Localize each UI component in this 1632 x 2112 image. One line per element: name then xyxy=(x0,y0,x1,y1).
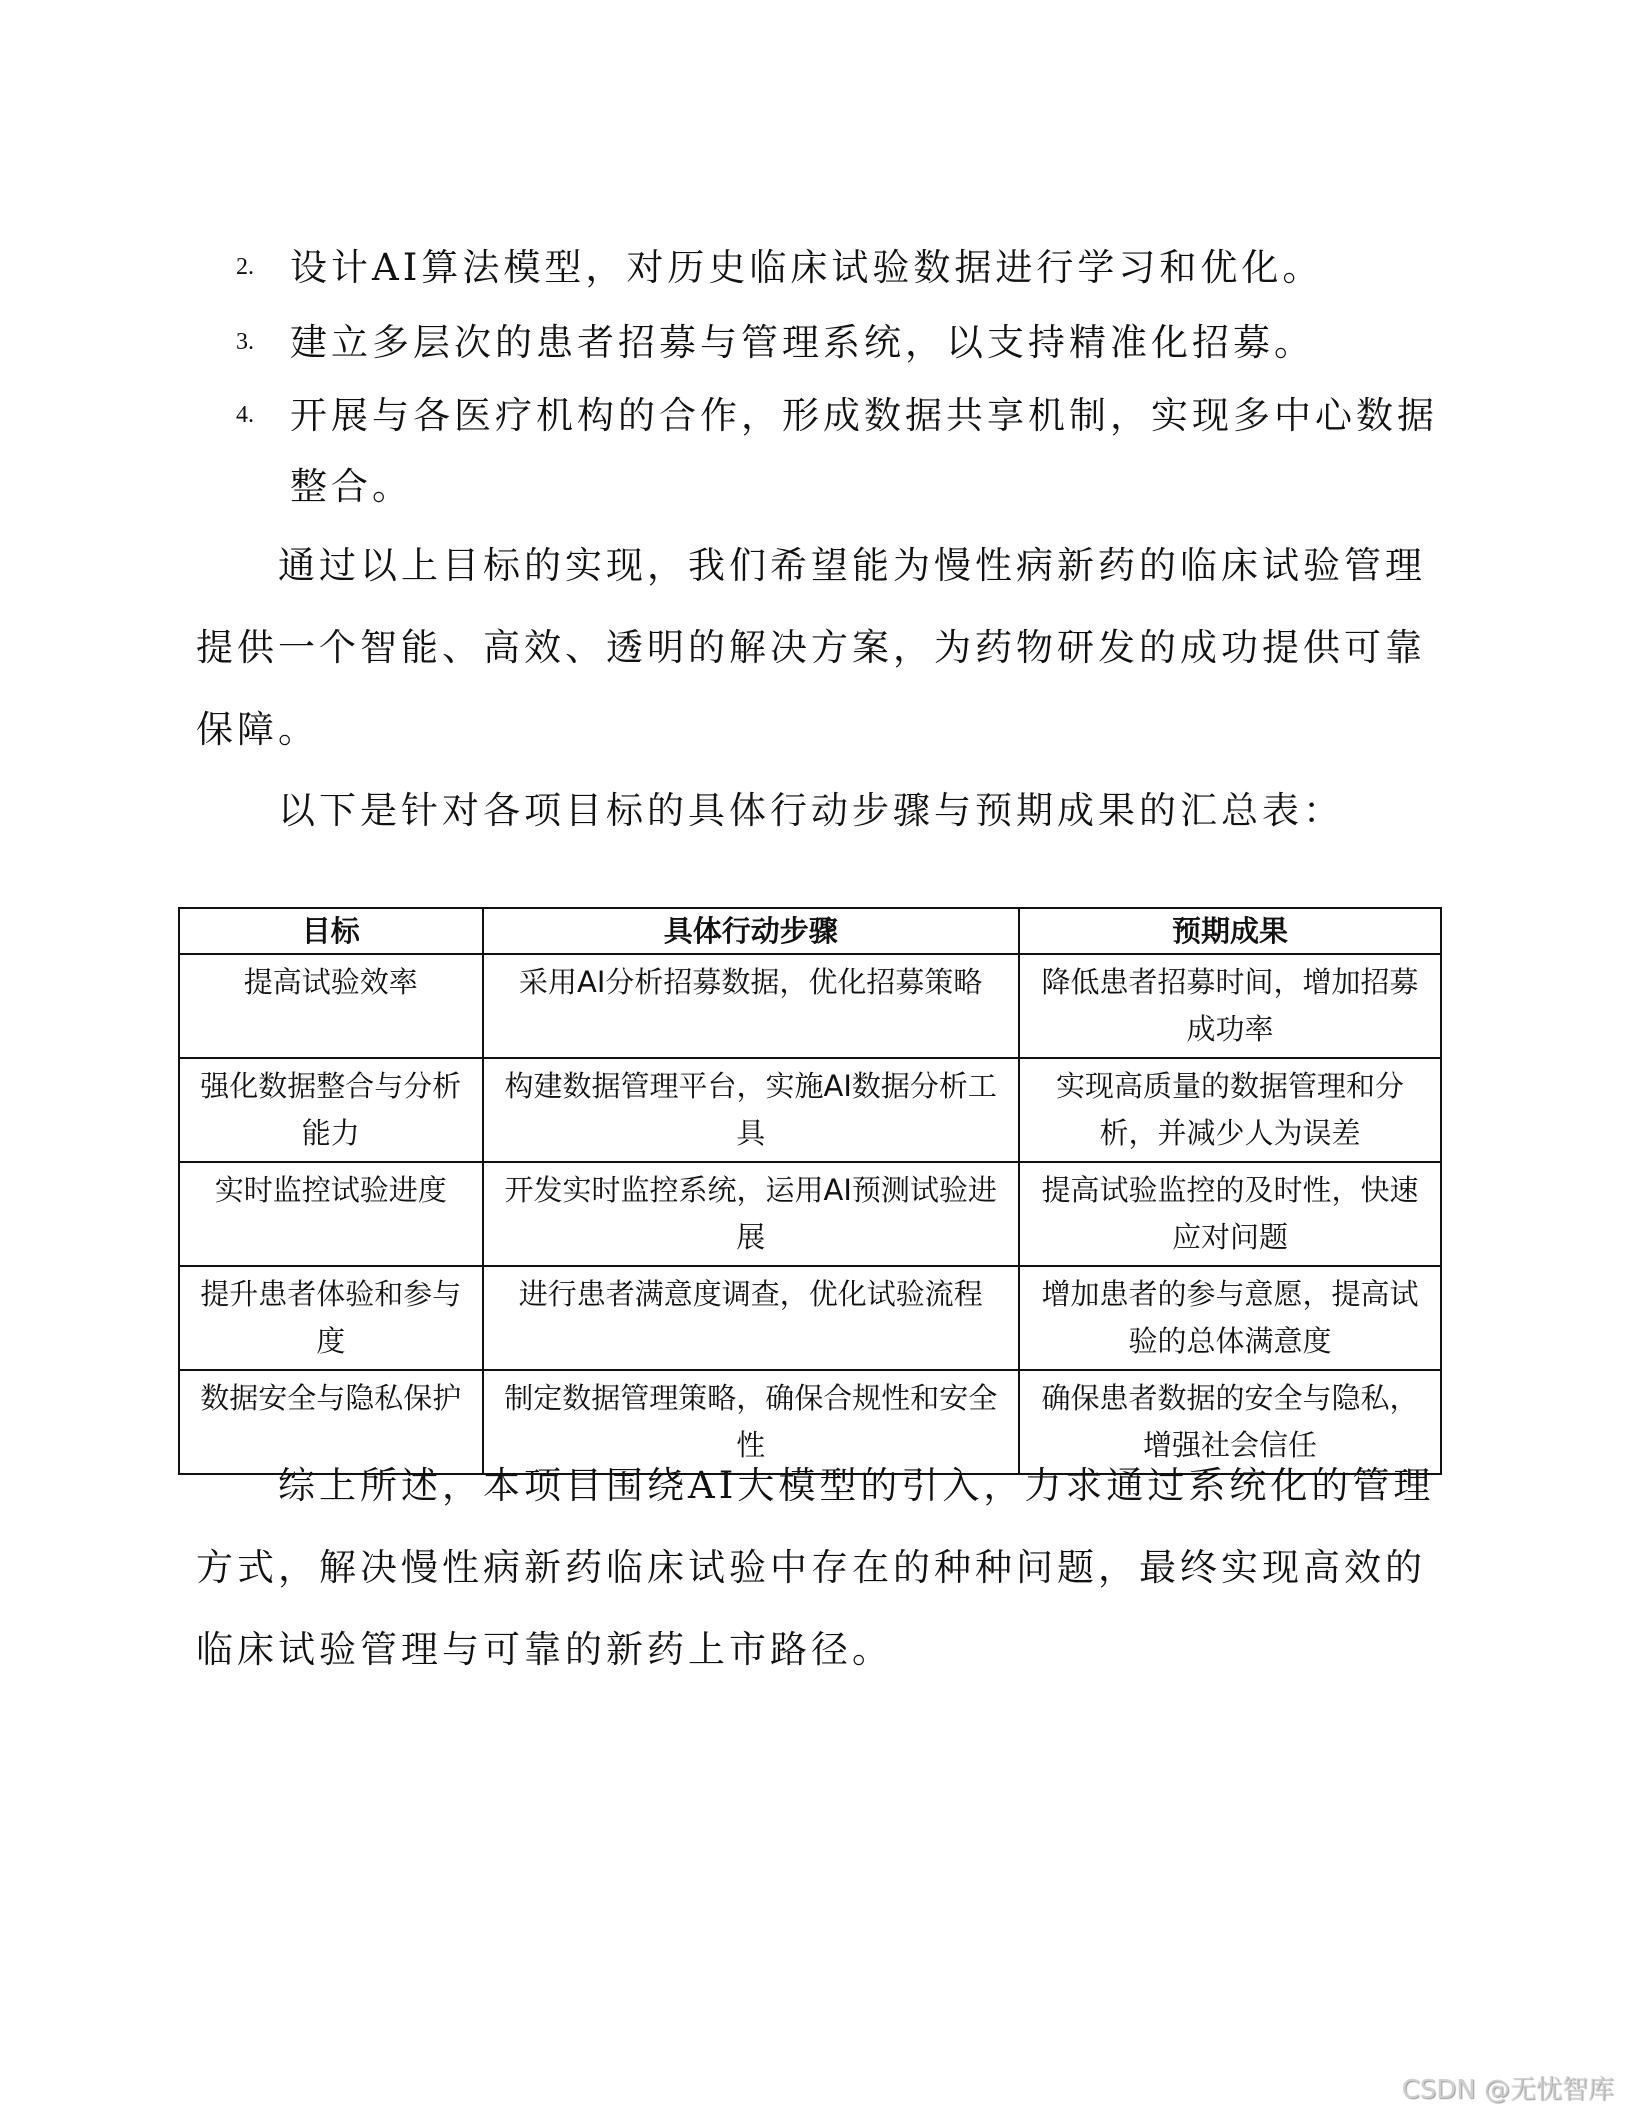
list-text: 设计AI算法模型，对历史临床试验数据进行学习和优化。 xyxy=(290,246,1324,289)
cell-goal: 强化数据整合与分析能力 xyxy=(179,1058,483,1162)
cell-goal: 提升患者体验和参与度 xyxy=(179,1266,483,1370)
table-row xyxy=(179,954,1441,1058)
cell-outcomes: 实现高质量的数据管理和分析，并减少人为误差 xyxy=(1019,1058,1441,1162)
cell-outcomes: 提高试验监控的及时性，快速应对问题 xyxy=(1019,1162,1441,1266)
list-number: 2. xyxy=(236,254,254,280)
list-number: 4. xyxy=(236,402,254,428)
table-row xyxy=(179,1266,1441,1370)
cell-outcomes: 确保患者数据的安全与隐私，增强社会信任 xyxy=(1019,1370,1441,1474)
cell-actions: 开发实时监控系统，运用AI预测试验进展 xyxy=(483,1162,1019,1266)
cell-actions: 制定数据管理策略，确保合规性和安全性 xyxy=(483,1370,1019,1474)
header-goal: 目标 xyxy=(179,908,483,954)
goal-summary-paragraph: 通过以上目标的实现，我们希望能为慢性病新药的临床试验管理提供一个智能、高效、透明的解决方案，为药物研发的成功提供可靠保障。 xyxy=(196,544,1426,751)
list-text: 建立多层次的患者招募与管理系统，以支持精准化招募。 xyxy=(290,321,1315,364)
list-item xyxy=(238,305,1458,380)
list-item xyxy=(238,380,1458,522)
list-item xyxy=(238,230,1458,305)
cell-outcomes: 增加患者的参与意愿，提高试验的总体满意度 xyxy=(1019,1266,1441,1370)
table-row xyxy=(179,1058,1441,1162)
table-header-row xyxy=(179,908,1441,954)
cell-goal: 数据安全与隐私保护 xyxy=(179,1370,483,1474)
list-number: 3. xyxy=(236,329,254,355)
cell-goal: 提高试验效率 xyxy=(179,954,483,1058)
cell-actions: 构建数据管理平台，实施AI数据分析工具 xyxy=(483,1058,1019,1162)
cell-outcomes: 降低患者招募时间，增加招募成功率 xyxy=(1019,954,1441,1058)
cell-goal: 实时监控试验进度 xyxy=(179,1162,483,1266)
table-row xyxy=(179,1162,1441,1266)
header-actions: 具体行动步骤 xyxy=(483,908,1019,954)
list-text: 开展与各医疗机构的合作，形成数据共享机制，实现多中心数据整合。 xyxy=(290,394,1438,508)
watermark: CSDN @无忧智库 xyxy=(1401,2075,1614,2105)
conclusion-paragraph: 综上所述，本项目围绕AI大模型的引入，力求通过系统化的管理方式，解决慢性病新药临床试验中存在的种种问题，最终实现高效的临床试验管理与可靠的新药上市路径。 xyxy=(196,1464,1435,1671)
cell-actions: 采用AI分析招募数据，优化招募策略 xyxy=(483,954,1019,1058)
summary-table xyxy=(178,907,1442,1475)
cell-actions: 进行患者满意度调查，优化试验流程 xyxy=(483,1266,1019,1370)
table-intro-paragraph: 以下是针对各项目标的具体行动步骤与预期成果的汇总表： xyxy=(278,789,1344,832)
header-outcomes: 预期成果 xyxy=(1019,908,1441,954)
